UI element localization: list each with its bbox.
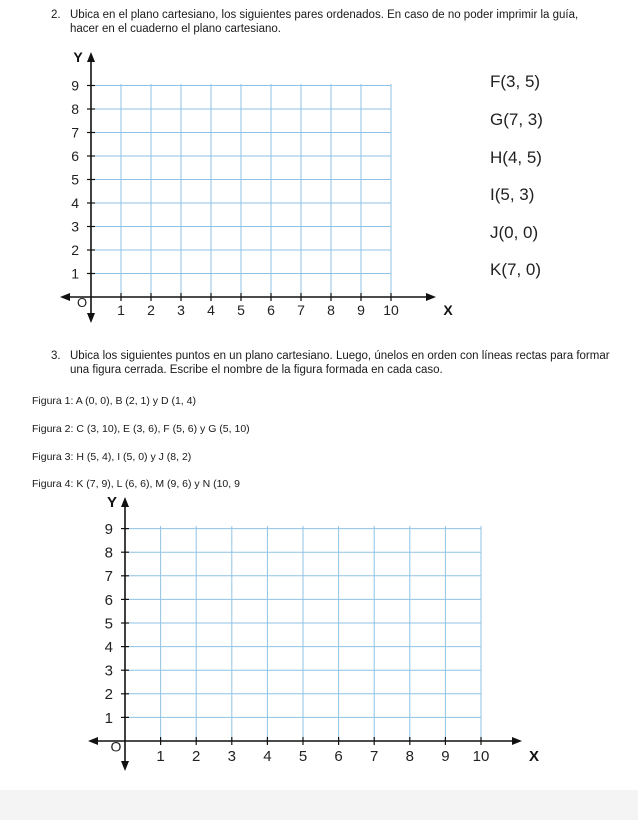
- figure-2-text: Figura 2: C (3, 10), E (3, 6), F (5, 6) y G (5, 10): [32, 423, 250, 435]
- x-tick-label: 6: [267, 302, 275, 318]
- x-tick-label: 2: [192, 748, 201, 765]
- x-tick-label: 10: [383, 302, 399, 318]
- x-tick-label: 6: [334, 748, 343, 765]
- y-tick-label: 9: [104, 521, 113, 538]
- x-axis-label: X: [528, 748, 540, 765]
- point-f: F(3, 5): [490, 72, 541, 91]
- y-tick-label: 8: [71, 101, 79, 118]
- x-tick-label: 10: [472, 748, 490, 765]
- question-3-number: 3.: [51, 350, 61, 362]
- y-axis-arrow-up: [87, 52, 95, 62]
- point-h: H(4, 5): [490, 148, 542, 167]
- y-tick-label: 6: [71, 148, 79, 165]
- x-tick-label: 1: [117, 302, 125, 318]
- x-tick-label: 9: [441, 748, 450, 765]
- y-tick-label: 7: [104, 568, 113, 586]
- y-axis-label: Y: [106, 494, 118, 511]
- y-tick-label: 3: [71, 218, 79, 235]
- y-tick-label: 3: [104, 662, 113, 680]
- y-tick-label: 1: [71, 265, 79, 282]
- y-tick-label: 4: [71, 195, 79, 212]
- y-tick-label: 1: [104, 709, 113, 727]
- y-tick-label: 4: [104, 639, 113, 656]
- figure-4-text: Figura 4: K (7, 9), L (6, 6), M (9, 6) y N (10, 9: [32, 478, 240, 490]
- question-3-text: Ubica los siguientes puntos en un plano cartesiano. Luego, únelos en orden con líneas rectas para formar una figura cerrada. Escribe el nombre de la figura formada en cada caso.: [70, 350, 610, 376]
- x-axis-arrow-left: [88, 737, 98, 745]
- x-tick-label: 7: [297, 302, 305, 318]
- page-footer-band: [0, 790, 638, 820]
- point-g: G(7, 3): [490, 110, 543, 129]
- y-axis-arrow-down: [87, 313, 95, 323]
- x-axis-arrow-left: [60, 293, 70, 301]
- point-i: I(5, 3): [490, 185, 535, 204]
- figure-1-text: Figura 1: A (0, 0), B (2, 1) y D (1, 4): [32, 395, 196, 407]
- y-tick-label: 8: [104, 544, 113, 562]
- cartesian-grid-bottom: [88, 494, 539, 771]
- y-axis-arrow-down: [121, 761, 129, 771]
- x-tick-label: 3: [227, 748, 236, 765]
- y-tick-label: 7: [71, 124, 79, 141]
- figure-3-text: Figura 3: H (5, 4), I (5, 0) y J (8, 2): [32, 451, 192, 463]
- x-tick-label: 3: [177, 302, 185, 318]
- x-axis-label: X: [443, 302, 453, 318]
- question-2-number: 2.: [51, 9, 61, 21]
- x-tick-label: 9: [357, 302, 365, 318]
- x-tick-label: 8: [327, 302, 335, 318]
- y-tick-label: 6: [104, 591, 113, 609]
- y-tick-label: 2: [71, 242, 79, 259]
- x-tick-label: 7: [370, 748, 379, 765]
- origin-label: O: [76, 294, 88, 310]
- x-axis-arrow-right: [426, 293, 436, 301]
- x-tick-label: 5: [237, 302, 245, 318]
- x-tick-label: 2: [147, 302, 155, 318]
- point-k: K(7, 0): [490, 260, 542, 279]
- y-tick-label: 5: [104, 615, 113, 633]
- y-tick-label: 9: [71, 77, 79, 94]
- x-tick-label: 4: [207, 302, 215, 318]
- y-axis-label: Y: [73, 49, 83, 65]
- y-tick-label: 5: [71, 171, 79, 188]
- y-axis-arrow-up: [121, 497, 129, 507]
- point-j: J(0, 0): [490, 223, 539, 242]
- x-tick-label: 5: [298, 748, 308, 765]
- x-tick-label: 4: [263, 748, 272, 765]
- x-tick-label: 1: [156, 748, 165, 765]
- question-2-text: Ubica en el plano cartesiano, los siguientes pares ordenados. En caso de no poder imprimir la guía, hacer en el cuaderno el plano cartesiano.: [70, 9, 579, 35]
- x-axis-arrow-right: [512, 737, 522, 745]
- x-tick-label: 8: [405, 748, 414, 765]
- origin-label: O: [110, 738, 122, 755]
- cartesian-grid-top: [60, 49, 453, 323]
- y-tick-label: 2: [104, 686, 113, 704]
